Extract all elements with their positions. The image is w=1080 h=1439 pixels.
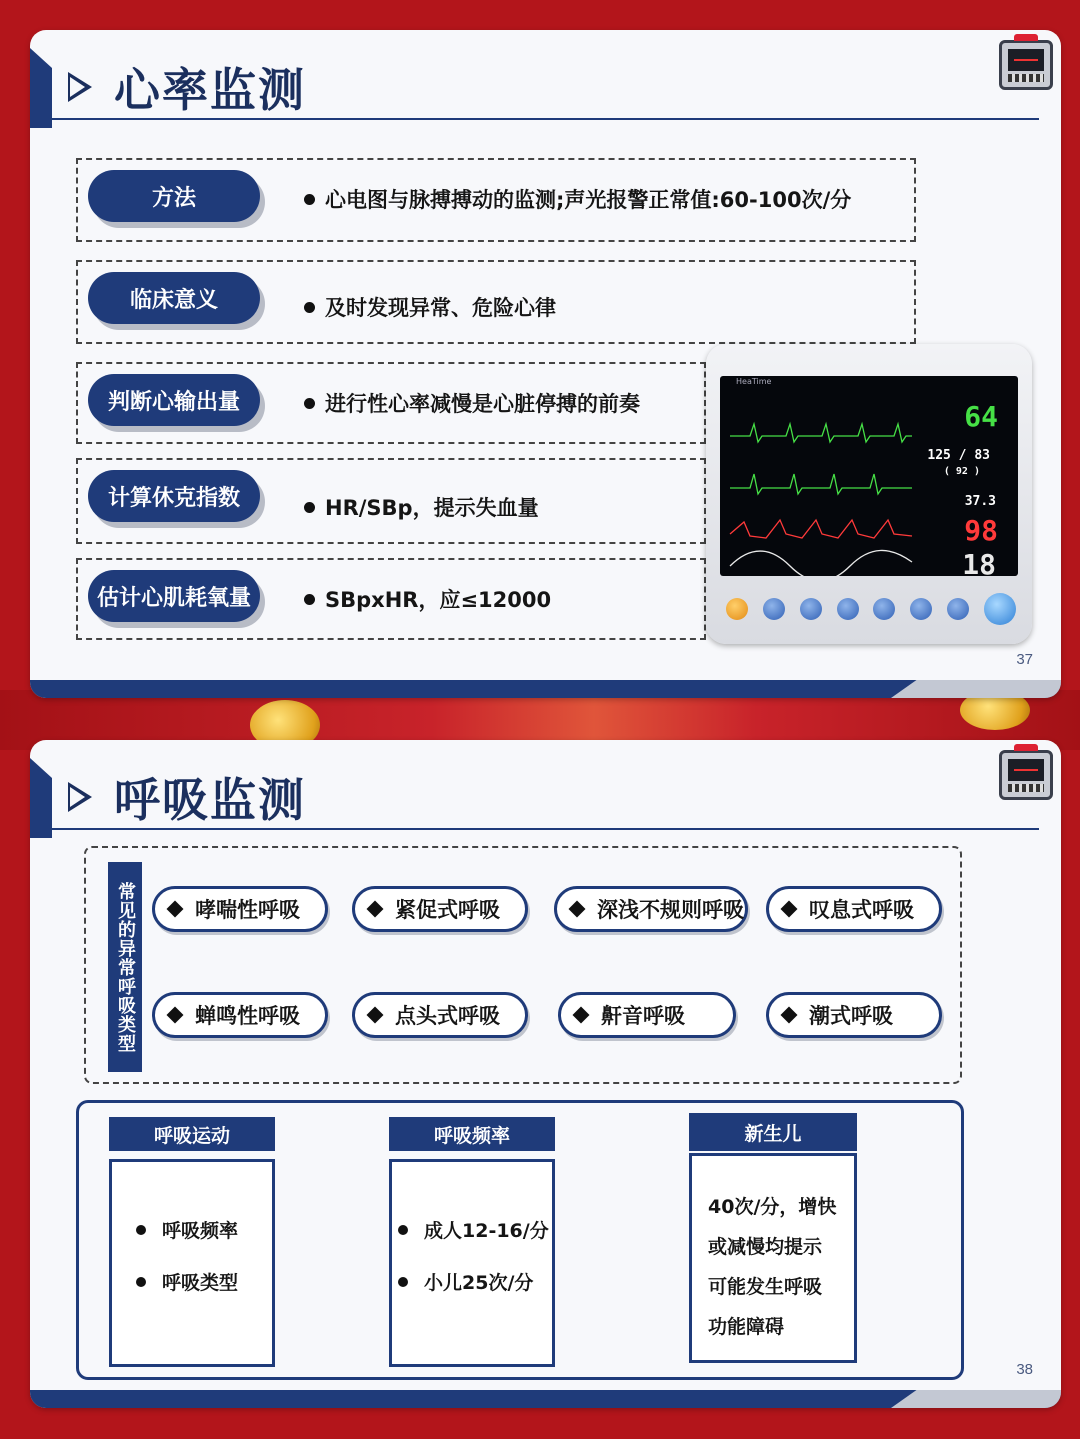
row-content	[304, 184, 851, 214]
blood-pressure-value: 125 / 83	[927, 448, 990, 463]
page-number: 37	[1016, 651, 1033, 668]
row-text: 及时发现异常、危险心律	[325, 296, 556, 320]
breathing-type: 深浅不规则呼吸	[554, 886, 748, 932]
title-accent-tab	[30, 758, 52, 838]
breathing-type: 潮式呼吸	[766, 992, 942, 1038]
breathing-type: 哮喘性呼吸	[152, 886, 328, 932]
row-method	[76, 158, 916, 242]
spo2-value: 98	[964, 514, 998, 547]
card-line: 功能障碍	[708, 1316, 785, 1338]
power-button-icon	[726, 598, 748, 620]
row-label: 计算休克指数	[88, 470, 260, 522]
row-label: 方法	[88, 170, 260, 222]
blood-pressure-mean: ( 92 )	[943, 466, 980, 477]
row-text: HR/SBp，提示失血量	[325, 496, 539, 520]
breathing-type: 点头式呼吸	[352, 992, 528, 1038]
row-label: 判断心输出量	[88, 374, 260, 426]
patient-monitor-icon	[999, 40, 1053, 90]
row-content	[304, 584, 551, 614]
card-item: 呼吸类型	[162, 1272, 239, 1294]
slide-respiration	[30, 740, 1061, 1408]
row-clinical-significance	[76, 260, 916, 344]
row-myocardial-oxygen	[76, 558, 706, 640]
monitor-screen	[720, 376, 1018, 576]
row-cardiac-output	[76, 362, 706, 444]
monitor-brand: HeaTime	[736, 377, 772, 386]
monitor-button-icon	[800, 598, 822, 620]
card-item: 成人12-16/分	[424, 1220, 549, 1242]
heart-rate-value: 64	[964, 400, 998, 433]
bottom-bar	[30, 1390, 1061, 1408]
title-divider	[52, 828, 1039, 830]
row-text: 进行性心率减慢是心脏停搏的前奏	[325, 392, 640, 416]
row-shock-index	[76, 458, 706, 544]
breathing-type: 鼾音呼吸	[558, 992, 736, 1038]
row-label: 估计心肌耗氧量	[88, 570, 260, 622]
card-heading: 呼吸频率	[389, 1117, 555, 1151]
card-item: 小儿25次/分	[424, 1272, 534, 1294]
abnormal-breathing-types	[84, 846, 962, 1084]
row-content	[304, 388, 640, 418]
types-side-label: 常见的异常呼吸类型	[108, 862, 142, 1072]
arrow-icon	[68, 72, 92, 102]
card-body	[689, 1153, 857, 1363]
row-text: SBpxHR，应≤12000	[325, 588, 552, 612]
card-heading: 呼吸运动	[109, 1117, 275, 1151]
slide-title-text: 呼吸监测	[114, 773, 306, 827]
slide-title	[68, 54, 306, 120]
monitor-button-icon	[910, 598, 932, 620]
slide-title-text: 心率监测	[114, 63, 306, 117]
slide-title	[68, 764, 306, 830]
patient-monitor-icon	[999, 750, 1053, 800]
card-line: 40次/分，增快	[708, 1196, 837, 1218]
monitor-button-icon	[947, 598, 969, 620]
breathing-type: 紧促式呼吸	[352, 886, 528, 932]
page-number: 38	[1016, 1361, 1033, 1378]
respiration-info-frame	[76, 1100, 964, 1380]
monitor-button-icon	[837, 598, 859, 620]
title-divider	[52, 118, 1039, 120]
respiration-value: 18	[962, 548, 996, 576]
monitor-knob-icon	[984, 593, 1016, 625]
arrow-icon	[68, 782, 92, 812]
card-body	[109, 1159, 275, 1367]
card-line: 或减慢均提示	[708, 1236, 823, 1258]
patient-monitor-image	[706, 344, 1032, 644]
breathing-type: 蝉鸣性呼吸	[152, 992, 328, 1038]
card-body	[389, 1159, 555, 1367]
card-item: 呼吸频率	[162, 1220, 239, 1242]
row-content	[304, 292, 556, 322]
bottom-bar	[30, 680, 1061, 698]
slide-heart-rate	[30, 30, 1061, 698]
title-accent-tab	[30, 48, 52, 128]
card-line: 可能发生呼吸	[708, 1276, 823, 1298]
row-label: 临床意义	[88, 272, 260, 324]
monitor-buttons	[726, 596, 1016, 622]
card-heading: 新生儿	[689, 1113, 857, 1151]
temperature-value: 37.3	[964, 494, 996, 509]
monitor-button-icon	[873, 598, 895, 620]
breathing-type: 叹息式呼吸	[766, 886, 942, 932]
row-content	[304, 492, 539, 522]
monitor-button-icon	[763, 598, 785, 620]
row-text: 心电图与脉搏搏动的监测;声光报警正常值:60-100次/分	[325, 188, 852, 212]
